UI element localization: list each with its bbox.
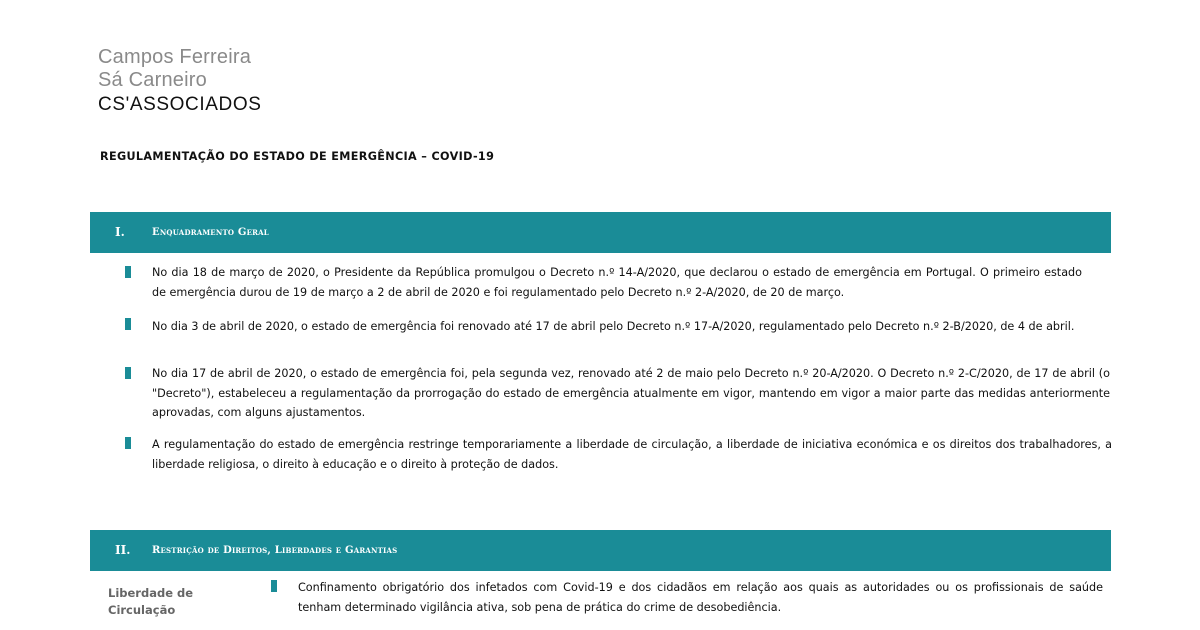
side-label-liberdade-circulacao: Liberdade de Circulação bbox=[108, 586, 194, 617]
logo-line-3: CS'ASSOCIADOS bbox=[98, 94, 262, 115]
paragraph: No dia 18 de março de 2020, o Presidente da República promulgou o Decreto n.º 14-A/2020, que declarou o estado de emergência em Portugal. O primeiro estado de emergência durou de 19 de março a 2 de abril de 2020 e foi regulamentado pelo Decreto n.º 2-A/2020, de 20 de março. bbox=[152, 266, 1082, 299]
bullet-marker bbox=[125, 437, 131, 449]
bullet-marker bbox=[125, 367, 131, 379]
bullet-marker bbox=[125, 266, 131, 278]
section-title: Enquadramento Geral bbox=[152, 227, 269, 238]
paragraph: Confinamento obrigatório dos infetados com Covid-19 e dos cidadãos em relação aos quais as autoridades ou os profissionais de saúde tenham determinado vigilância ativa, sob pena de prática do crime de desobediência. bbox=[298, 581, 1103, 614]
paragraph: A regulamentação do estado de emergência restringe temporariamente a liberdade de circulação, a liberdade de iniciativa económica e os direitos dos trabalhadores, a liberdade religiosa, o direito à educação e o direito à proteção de dados. bbox=[152, 438, 1112, 471]
section-header-1 bbox=[90, 212, 1111, 253]
paragraph: No dia 17 de abril de 2020, o estado de emergência foi, pela segunda vez, renovado até 2 de maio pelo Decreto n.º 20-A/2020. O Decreto n.º 2-C/2020, de 17 de abril (o "Decreto"), estabeleceu a regulamentação da prorrogação do estado de emergência atualmente em vigor, mantendo em vigor a maior parte das medidas anteriormente aprovadas, com alguns ajustamentos. bbox=[152, 367, 1110, 419]
logo-line-1: Campos Ferreira bbox=[98, 46, 252, 68]
section-header-2 bbox=[90, 530, 1111, 571]
bullet-marker bbox=[125, 318, 131, 330]
bullet-marker bbox=[271, 580, 277, 592]
section-number: II. bbox=[115, 543, 131, 557]
section-number: I. bbox=[115, 225, 125, 239]
company-logo bbox=[98, 46, 318, 118]
document-title: REGULAMENTAÇÃO DO ESTADO DE EMERGÊNCIA – COVID-19 bbox=[100, 150, 495, 163]
paragraph: No dia 3 de abril de 2020, o estado de emergência foi renovado até 17 de abril pelo Decreto n.º 17-A/2020, regulamentado pelo Decreto n.º 2-B/2020, de 4 de abril. bbox=[152, 320, 1075, 333]
logo-line-2: Sá Carneiro bbox=[98, 69, 207, 91]
section-title: Restrição de Direitos, Liberdades e Garantias bbox=[152, 545, 398, 556]
